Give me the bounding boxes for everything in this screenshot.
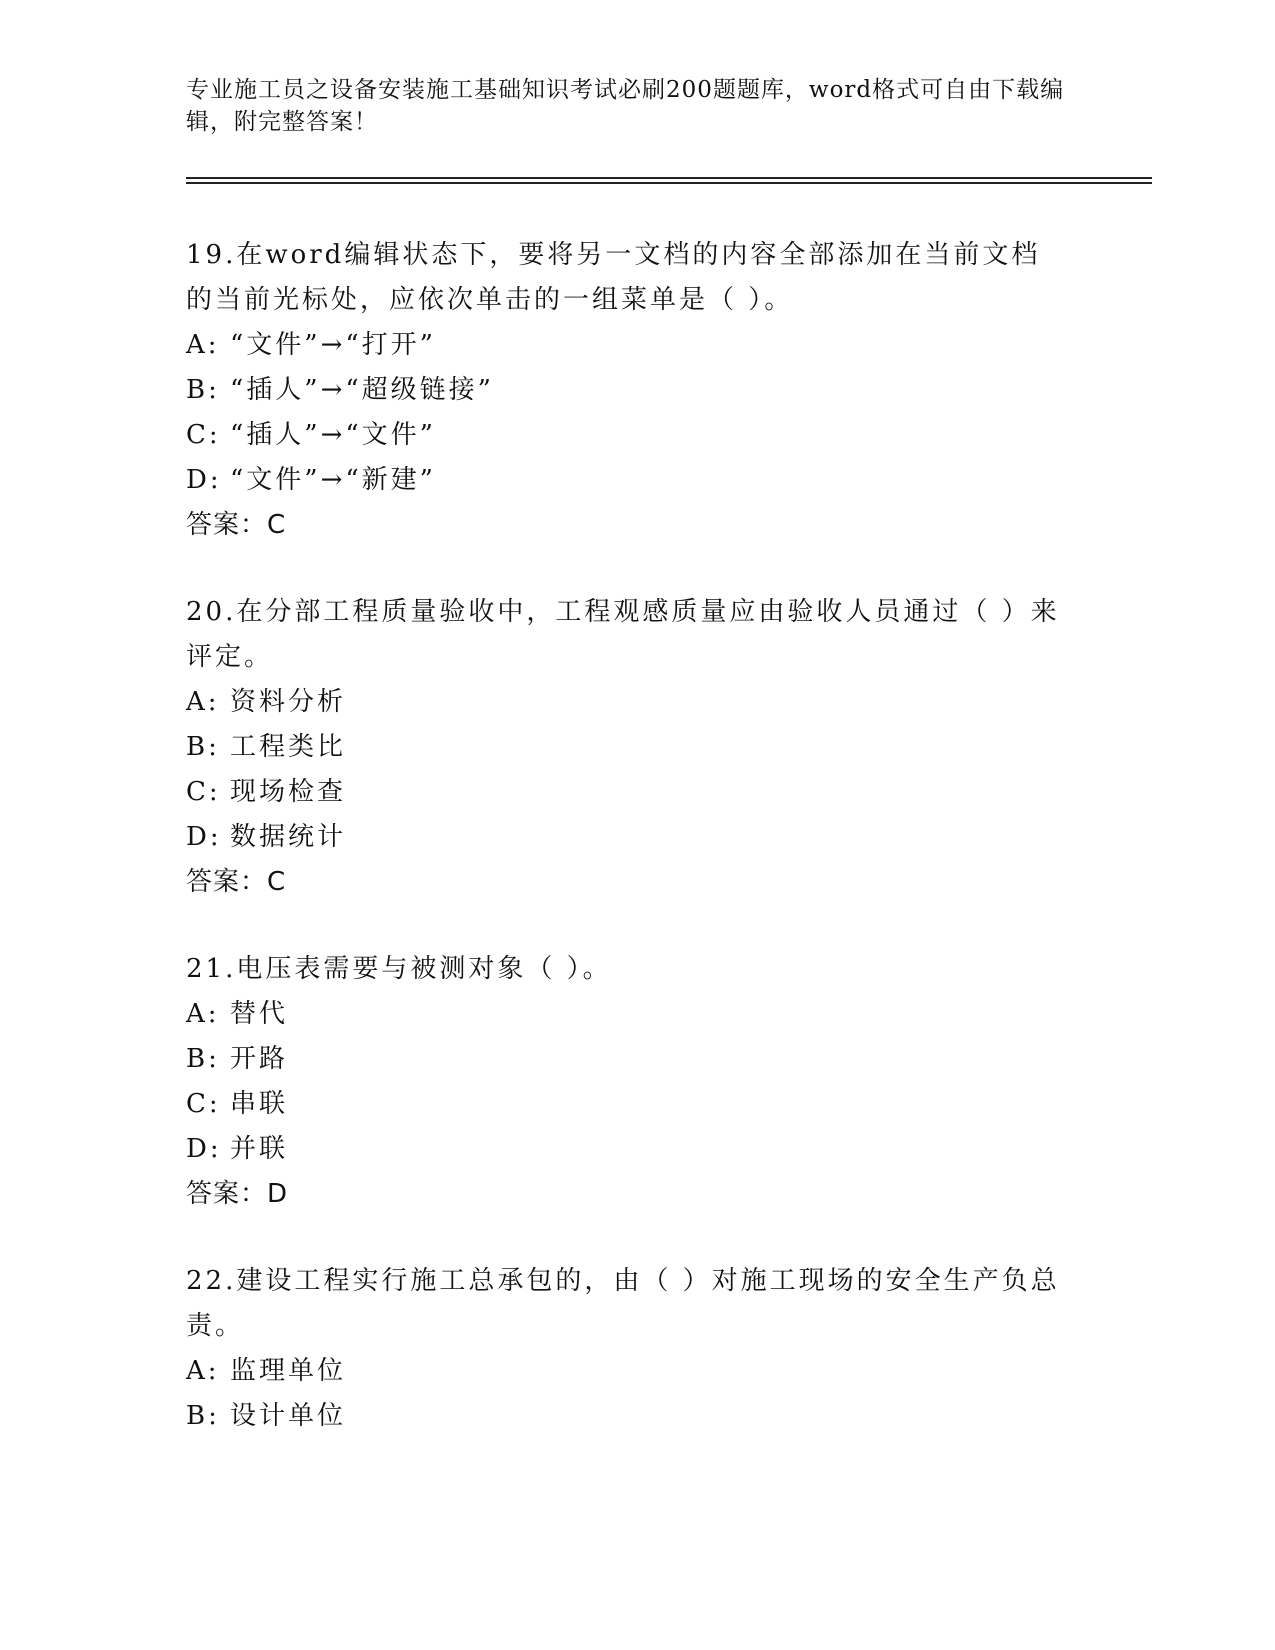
option-key: B: <box>186 732 220 762</box>
option-key: A: <box>186 1356 220 1386</box>
option-c <box>186 770 1066 815</box>
option-a <box>186 1349 1066 1394</box>
option-text: 替代 <box>230 999 289 1029</box>
option-key: A: <box>186 330 220 360</box>
option-d <box>186 1127 1066 1172</box>
answer-line: 答案：D <box>186 1179 289 1209</box>
option-d <box>186 458 1066 503</box>
option-a <box>186 992 1066 1037</box>
option-b <box>186 1037 1066 1082</box>
question-stem: 22.建设工程实行施工总承包的，由（ ）对施工现场的安全生产负总责。 <box>186 1266 1060 1341</box>
option-key: D: <box>186 822 222 852</box>
option-c <box>186 413 1066 458</box>
option-a <box>186 323 1066 368</box>
option-text: “文件”→“打开” <box>230 330 436 360</box>
option-text: 数据统计 <box>230 822 347 852</box>
option-b <box>186 1394 1066 1439</box>
option-key: C: <box>186 420 221 450</box>
answer-line: 答案：C <box>186 867 287 897</box>
answer-line: 答案：C <box>186 510 287 540</box>
option-c <box>186 1082 1066 1127</box>
question-stem: 20.在分部工程质量验收中，工程观感质量应由验收人员通过（ ）来评定。 <box>186 597 1060 672</box>
option-text: 现场检查 <box>230 777 347 807</box>
header-divider-bottom <box>186 182 1152 184</box>
option-text: 监理单位 <box>230 1356 347 1386</box>
option-text: “插人”→“超级链接” <box>230 375 494 405</box>
question-list <box>186 233 1066 1481</box>
option-text: “文件”→“新建” <box>230 465 436 495</box>
option-key: D: <box>186 1134 222 1164</box>
document-header-title: 专业施工员之设备安装施工基础知识考试必刷200题题库，word格式可自由下载编辑，附完整答案！ <box>186 77 1065 135</box>
question-20 <box>186 590 1066 905</box>
option-key: A: <box>186 999 220 1029</box>
option-text: 设计单位 <box>230 1401 347 1431</box>
option-key: B: <box>186 1401 220 1431</box>
option-key: A: <box>186 687 220 717</box>
option-key: D: <box>186 465 222 495</box>
option-d <box>186 815 1066 860</box>
option-text: 并联 <box>230 1134 289 1164</box>
question-22 <box>186 1259 1066 1439</box>
option-a <box>186 680 1066 725</box>
option-key: C: <box>186 777 221 807</box>
question-19 <box>186 233 1066 548</box>
option-text: 串联 <box>230 1089 289 1119</box>
option-b <box>186 368 1066 413</box>
option-b <box>186 725 1066 770</box>
option-text: “插人”→“文件” <box>230 420 436 450</box>
option-text: 工程类比 <box>230 732 347 762</box>
option-key: B: <box>186 375 220 405</box>
question-stem: 21.电压表需要与被测对象（ ）。 <box>186 954 612 984</box>
question-21 <box>186 947 1066 1217</box>
option-text: 资料分析 <box>230 687 347 717</box>
option-text: 开路 <box>230 1044 289 1074</box>
question-stem: 19.在word编辑状态下，要将另一文档的内容全部添加在当前文档的当前光标处，应依次单击的一组菜单是（ ）。 <box>186 240 1041 315</box>
header-divider-top <box>186 177 1152 179</box>
option-key: C: <box>186 1089 221 1119</box>
option-key: B: <box>186 1044 220 1074</box>
